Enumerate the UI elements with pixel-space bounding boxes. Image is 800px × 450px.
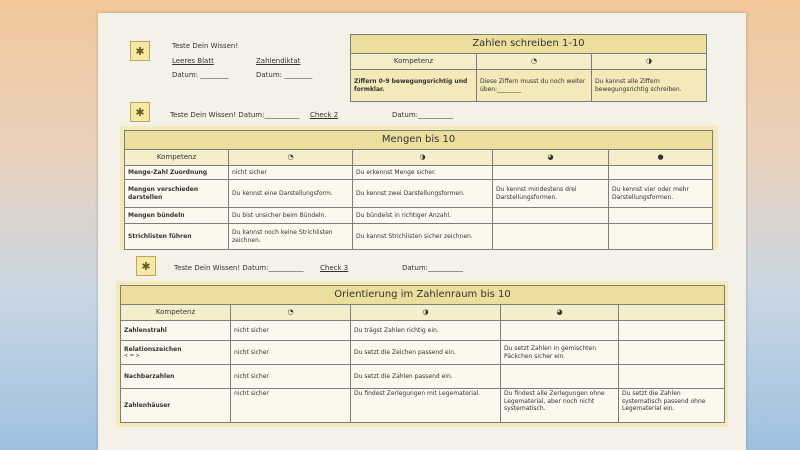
three-quarter-pie-icon: ◕ <box>501 305 619 321</box>
mengen-cell: Du kennst mindestens drei Darstellungsformen. <box>493 180 609 208</box>
check3-label: Teste Dein Wissen! Datum:__________ <box>174 264 304 272</box>
orient-table-title: Orientierung im Zahlenraum bis 10 <box>121 286 725 305</box>
zahlen-schreiben-table <box>350 34 707 102</box>
mengen-cell <box>493 166 609 180</box>
orient-row-kompetenz: Nachbarzahlen <box>121 365 231 389</box>
orient-cell <box>619 321 725 341</box>
leeres-blatt-label: Leeres Blatt <box>172 57 214 65</box>
orient-cell: Du setzt Zahlen in gemischten Päckchen sicher ein. <box>501 341 619 365</box>
orient-row-kompetenz <box>121 341 231 365</box>
orient-header-kompetenz: Kompetenz <box>121 305 231 321</box>
mengen-cell: Du kennst zwei Darstellungsformen. <box>353 180 493 208</box>
orient-cell: Du trägst Zahlen richtig ein. <box>351 321 501 341</box>
mengen-table-title: Mengen bis 10 <box>125 131 713 150</box>
half-pie-icon: ◑ <box>592 54 707 70</box>
mengen-row-kompetenz: Mengen bündeln <box>125 208 229 224</box>
check3-title: Check 3 <box>320 264 349 272</box>
orient-cell: nicht sicher <box>231 365 351 389</box>
zahlen-header-kompetenz: Kompetenz <box>351 54 477 70</box>
mengen-cell: Du bist unsicher beim Bündeln. <box>229 208 353 224</box>
mengen-cell: Du erkennst Menge sicher. <box>353 166 493 180</box>
orient-cell: Du setzt die Zahlen passend ein. <box>351 365 501 389</box>
mengen-cell <box>493 224 609 250</box>
quarter-pie-icon: ◔ <box>231 305 351 321</box>
half-pie-icon: ◑ <box>353 150 493 166</box>
zahlen-cell-1: Diese Ziffern musst du noch weiter üben:________ <box>477 70 592 102</box>
orientierung-table <box>120 285 725 423</box>
orient-cell: nicht sicher <box>231 389 351 423</box>
bee-icon: ✱ <box>130 41 150 61</box>
orient-row-kompetenz: Zahlenhäuser <box>121 389 231 423</box>
mengen-header-kompetenz: Kompetenz <box>125 150 229 166</box>
check2-title: Check 2 <box>310 111 339 119</box>
mengen-cell: Du kannst Strichlisten sicher zeichnen. <box>353 224 493 250</box>
check3-datum: Datum:__________ <box>402 264 464 272</box>
worksheet <box>98 13 746 450</box>
zahlendiktat-label: Zahlendiktat <box>256 57 301 65</box>
datum-field-1: Datum: ________ <box>172 71 229 79</box>
mengen-cell <box>609 208 713 224</box>
mengen-cell <box>609 166 713 180</box>
mengen-cell: Du bündelst in richtiger Anzahl. <box>353 208 493 224</box>
mengen-table <box>124 130 713 250</box>
half-pie-icon: ◑ <box>351 305 501 321</box>
mengen-row-kompetenz: Strichlisten führen <box>125 224 229 250</box>
quarter-pie-icon: ◔ <box>229 150 353 166</box>
orient-cell: Du findest alle Zerlegungen ohne Legematerial, aber noch nicht systematisch. <box>501 389 619 423</box>
empty-header-cell <box>619 305 725 321</box>
full-circle-icon: ● <box>609 150 713 166</box>
relationszeichen-label: Relationszeichen <box>124 345 182 353</box>
orient-cell: Du setzt die Zahlen systematisch passend ohne Legematerial ein. <box>619 389 725 423</box>
datum-field-2: Datum: ________ <box>256 71 313 79</box>
bee-icon: ✱ <box>136 256 156 276</box>
mengen-cell: Du kannst noch keine Strichlisten zeichnen. <box>229 224 353 250</box>
relation-symbols: < = > <box>124 353 140 360</box>
orient-cell: nicht sicher <box>231 321 351 341</box>
orient-cell <box>501 365 619 389</box>
orient-cell <box>619 365 725 389</box>
orient-row-kompetenz: Zahlenstrahl <box>121 321 231 341</box>
three-quarter-pie-icon: ◕ <box>493 150 609 166</box>
mengen-cell: nicht sicher <box>229 166 353 180</box>
orient-cell: Du findest Zerlegungen mit Legematerial. <box>351 389 501 423</box>
top-title: Teste Dein Wissen! <box>172 42 239 50</box>
quarter-pie-icon: ◔ <box>477 54 592 70</box>
mengen-row-kompetenz: Mengen verschieden darstellen <box>125 180 229 208</box>
zahlen-cell-2: Du kannst alle Ziffern bewegungsrichtig schreiben. <box>592 70 707 102</box>
check2-label: Teste Dein Wissen! Datum:__________ <box>170 111 300 119</box>
zahlen-cell-kompetenz: Ziffern 0-9 bewegungsrichtig und formklar. <box>351 70 477 102</box>
zahlen-table-title: Zahlen schreiben 1-10 <box>351 35 707 54</box>
check2-datum: Datum:__________ <box>392 111 454 119</box>
mengen-cell <box>609 224 713 250</box>
mengen-cell <box>493 208 609 224</box>
orient-cell: Du setzt die Zeichen passend ein. <box>351 341 501 365</box>
mengen-cell: Du kennst vier oder mehr Darstellungsformen. <box>609 180 713 208</box>
mengen-cell: Du kennst eine Darstellungsform. <box>229 180 353 208</box>
orient-cell <box>501 321 619 341</box>
bee-icon: ✱ <box>130 102 150 122</box>
orient-cell <box>619 341 725 365</box>
mengen-row-kompetenz: Menge-Zahl Zuordnung <box>125 166 229 180</box>
orient-cell: nicht sicher <box>231 341 351 365</box>
